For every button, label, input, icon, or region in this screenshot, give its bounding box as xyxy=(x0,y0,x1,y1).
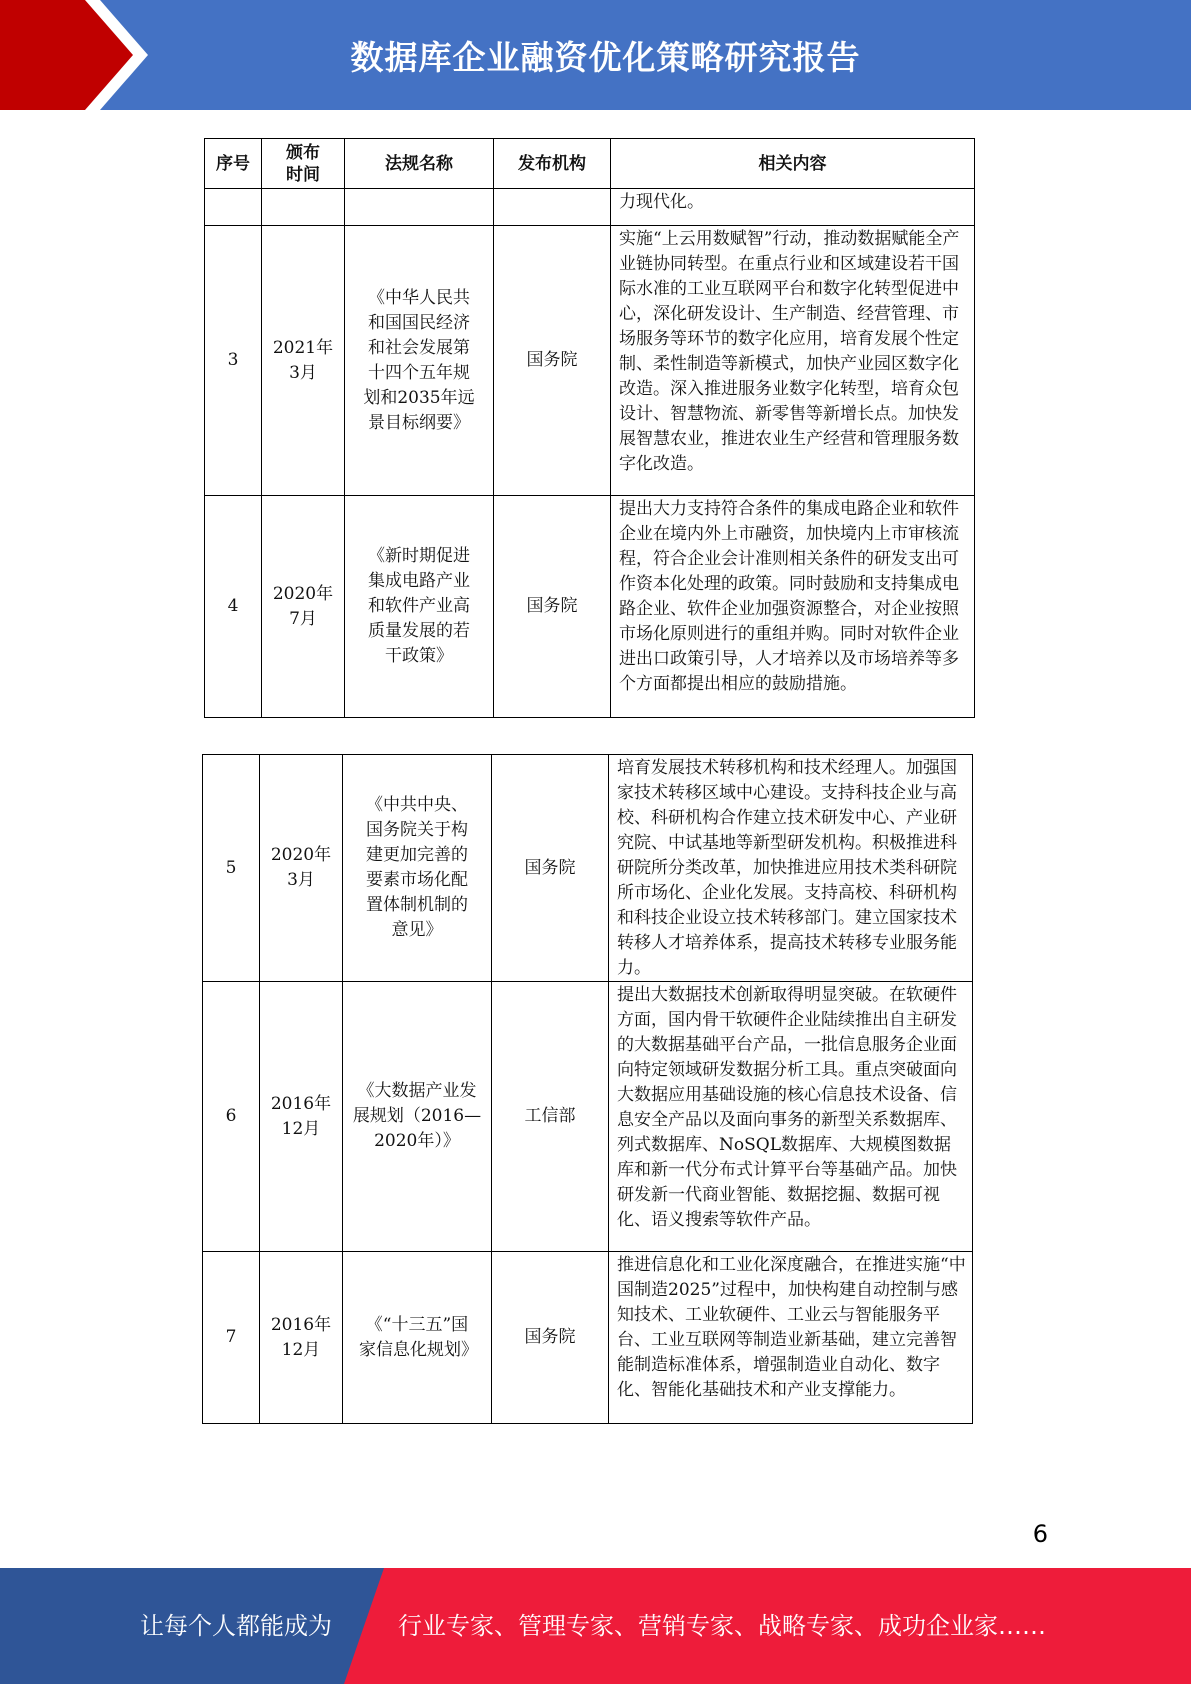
table-header-row xyxy=(205,139,975,189)
cell-date: 2020年 3月 xyxy=(260,755,343,982)
col-header-content: 相关内容 xyxy=(611,139,975,189)
cell-content: 实施“上云用数赋智”行动，推动数据赋能全产业链协同转型。在重点行业和区域建设若干国际水准的工业互联网平台和数字化转型促进中心，深化研发设计、生产制造、经营管理、市场服务等环节的数字化应用，培育发展个性定制、柔性制造等新模式，加快产业园区数字化改造。深入推进服务业数字化转型，培育众包设计、智慧物流、新零售等新增长点。加快发展智慧农业，推进农业生产经营和管理服务数字化改造。 xyxy=(611,226,975,496)
col-header-no: 序号 xyxy=(205,139,262,189)
cell-agency: 国务院 xyxy=(494,496,611,718)
cell-date: 2016年 12月 xyxy=(260,1252,343,1424)
cell-date: 2020年 7月 xyxy=(262,496,345,718)
col-header-name: 法规名称 xyxy=(345,139,494,189)
page-number: 6 xyxy=(1032,1520,1048,1548)
cell-date: 2021年 3月 xyxy=(262,226,345,496)
cell-content: 提出大数据技术创新取得明显突破。在软硬件方面，国内骨干软硬件企业陆续推出自主研发的大数据基础平台产品，一批信息服务企业面向特定领域研发数据分析工具。重点突破面向大数据应用基础设施的核心信息技术设备、信息安全产品以及面向事务的新型关系数据库、列式数据库、NoSQL数据库、大规模图数据库和新一代分布式计算平台等基础产品。加快研发新一代商业智能、数据挖掘、数据可视化、语义搜索等软件产品。 xyxy=(609,982,973,1252)
cell-agency: 国务院 xyxy=(492,755,609,982)
table-row xyxy=(203,982,973,1252)
footer-slogan-right: 行业专家、管理专家、营销专家、战略专家、成功企业家…… xyxy=(398,1612,1046,1640)
col-header-agency: 发布机构 xyxy=(494,139,611,189)
cell-empty xyxy=(205,189,262,226)
col-header-date-text: 颁布 时间 xyxy=(286,142,320,185)
cell-content: 提出大力支持符合条件的集成电路企业和软件企业在境内外上市融资，加快境内上市审核流程，符合企业会计准则相关条件的研发支出可作资本化处理的政策。同时鼓励和支持集成电路企业、软件企业加强资源整合，对企业按照市场化原则进行的重组并购。同时对软件企业进出口政策引导，人才培养以及市场培养等多个方面都提出相应的鼓励措施。 xyxy=(611,496,975,718)
cell-no: 3 xyxy=(205,226,262,496)
cell-agency: 工信部 xyxy=(492,982,609,1252)
footer-slogan-left: 让每个人都能成为 xyxy=(140,1612,332,1640)
cell-no: 5 xyxy=(203,755,260,982)
cell-empty xyxy=(262,189,345,226)
page-header xyxy=(0,0,1191,110)
cell-no: 7 xyxy=(203,1252,260,1424)
cell-law-name: 《新时期促进集成电路产业和软件产业高质量发展的若干政策》 xyxy=(345,496,494,718)
table-row xyxy=(205,496,975,718)
cell-law-name: 《“十三五”国家信息化规划》 xyxy=(343,1252,492,1424)
report-title: 数据库企业融资优化策略研究报告 xyxy=(350,37,861,77)
cell-empty xyxy=(345,189,494,226)
policy-table-part2 xyxy=(202,754,973,1424)
col-header-date xyxy=(262,139,345,189)
cell-content: 培育发展技术转移机构和技术经理人。加强国家技术转移区域中心建设。支持科技企业与高校、科研机构合作建立技术研发中心、产业研究院、中试基地等新型研发机构。积极推进科研院所分类改革，加快推进应用技术类科研院所市场化、企业化发展。支持高校、科研机构和科技企业设立技术转移部门。建立国家技术转移人才培养体系，提高技术转移专业服务能力。 xyxy=(609,755,973,982)
table-row-continued xyxy=(205,189,975,226)
table-row xyxy=(205,226,975,496)
cell-date: 2016年 12月 xyxy=(260,982,343,1252)
cell-content: 推进信息化和工业化深度融合，在推进实施“中国制造2025”过程中，加快构建自动控制与感知技术、工业软硬件、工业云与智能服务平台、工业互联网等制造业新基础，建立完善智能制造标准体系，增强制造业自动化、数字化、智能化基础技术和产业支撑能力。 xyxy=(609,1252,973,1424)
cell-no: 6 xyxy=(203,982,260,1252)
cell-agency: 国务院 xyxy=(494,226,611,496)
cell-content: 力现代化。 xyxy=(611,189,975,226)
cell-law-name: 《中华人民共和国国民经济和社会发展第十四个五年规划和2035年远景目标纲要》 xyxy=(345,226,494,496)
policy-table-part1 xyxy=(204,138,975,718)
cell-no: 4 xyxy=(205,496,262,718)
cell-law-name: 《大数据产业发展规划（2016—2020年）》 xyxy=(343,982,492,1252)
table-row xyxy=(203,1252,973,1424)
table-row xyxy=(203,755,973,982)
cell-agency: 国务院 xyxy=(492,1252,609,1424)
cell-empty xyxy=(494,189,611,226)
page-footer xyxy=(0,1568,1191,1684)
cell-law-name: 《中共中央、国务院关于构建更加完善的要素市场化配置体制机制的意见》 xyxy=(343,755,492,982)
